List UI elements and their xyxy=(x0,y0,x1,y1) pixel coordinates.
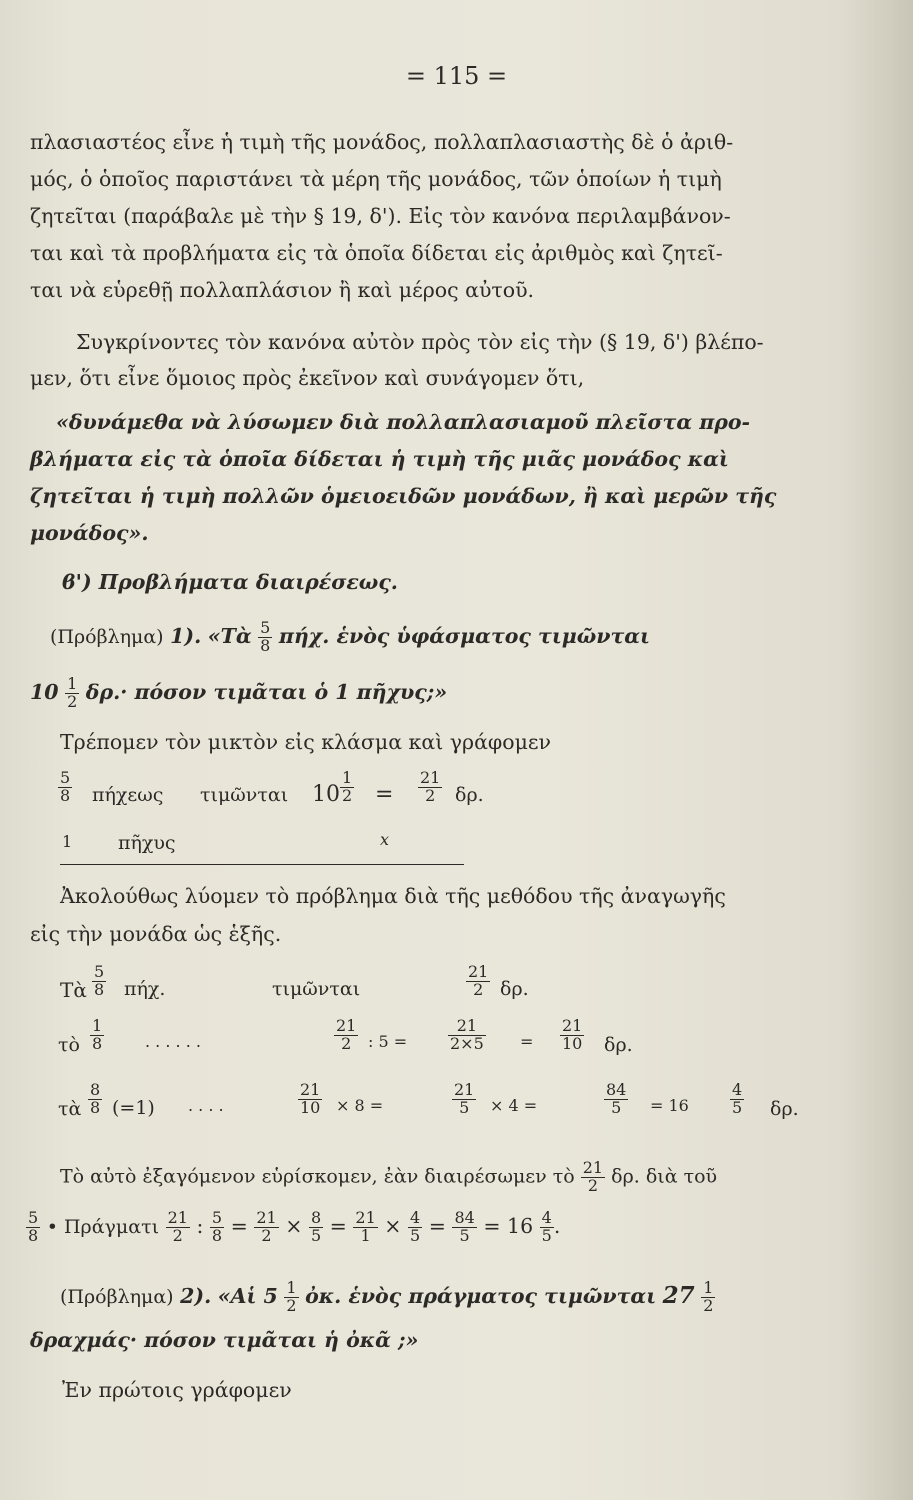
actual-word: • Πράγματι xyxy=(46,1215,160,1238)
fraction: $\frac{1}{8}$ xyxy=(92,1016,103,1053)
currency: δρ. xyxy=(500,978,529,1000)
multiply-expression: × 4 = xyxy=(490,1096,538,1115)
divide-expression: : 5 = xyxy=(368,1032,408,1051)
fraction: $\frac{21}{2}$ xyxy=(336,1016,357,1053)
paragraph-line: ζητεῖται (παράβαλε μὲ τὴν § 19, δ'). Εἰς τὸν κανόνα περιλαμβάνον- xyxy=(30,204,731,228)
problem-label: (Πρόβλημα) xyxy=(50,625,164,648)
fraction: $\frac{21}{1}$ xyxy=(355,1208,376,1245)
paragraph-line: Συγκρίνοντες τὸν κανόνα αὐτὸν πρὸς τὸν εἰς τὴν (§ 19, δ') βλέπο- xyxy=(76,330,764,354)
leader-dots: . . . . xyxy=(188,1096,224,1115)
unit-label: πήχεως xyxy=(92,784,164,806)
article: Τὰ xyxy=(60,978,87,1002)
fraction: $\frac{4}{5}$ xyxy=(732,1080,743,1117)
unit-label: πήχ. xyxy=(124,978,166,1000)
equals-sixteen: = 16 xyxy=(650,1096,689,1115)
unit-label: πῆχυς xyxy=(118,832,176,854)
problem-text: δρ.· πόσον τιμᾶται ὁ 1 πῆχυς;» xyxy=(85,679,448,704)
paragraph-line: ται νὰ εὑρεθῇ πολλαπλάσιον ἢ καὶ μέρος αὐτοῦ. xyxy=(30,278,535,302)
section-heading: ϐ') Προβλήματα διαιρέσεως. xyxy=(62,570,398,594)
problem-text: «Αἱ 5 xyxy=(217,1283,278,1308)
operator: = 16 xyxy=(483,1213,534,1238)
fraction: $\frac{21}{2}$ xyxy=(468,962,489,999)
rule-line: «δυνάμεθα νὰ λύσωμεν διὰ πολλαπλασιαμοῦ πλεῖστα προ- xyxy=(56,410,751,434)
price-whole: 27 xyxy=(662,1281,695,1309)
fraction: $\frac{5}{8}$ xyxy=(260,618,271,655)
paragraph-line: μεν, ὅτι εἶνε ὅμοιος πρὸς ἐκεῖνον καὶ συνάγομεν ὅτι, xyxy=(30,366,585,390)
problem-number: 2). xyxy=(180,1283,212,1308)
problem-text: «Τὰ xyxy=(207,623,252,648)
equals-sign: = xyxy=(520,1032,534,1051)
article: τὰ xyxy=(58,1098,82,1120)
final-line: Ἐν πρώτοις γράφομεν xyxy=(62,1378,292,1402)
problem-2-statement xyxy=(60,1280,715,1315)
fraction: $\frac{1}{2}$ xyxy=(703,1278,714,1315)
operator: = xyxy=(329,1213,347,1238)
fraction: $\frac{5}{8}$ xyxy=(60,768,71,805)
currency: δρ. xyxy=(770,1098,799,1120)
paragraph-line: ται καὶ τὰ προβλήματα εἰς τὰ ὁποῖα δίδεται εἰς ἀριθμὸς καὶ ζητεῖ- xyxy=(30,241,723,265)
multiply-expression: × 8 = xyxy=(336,1096,384,1115)
leader-dots: . . . . . . xyxy=(145,1032,201,1051)
fraction: $\frac{1}{2}$ xyxy=(342,768,353,805)
fraction: $\frac{21}{10}$ xyxy=(300,1080,321,1117)
fraction: $\frac{1}{2}$ xyxy=(67,674,78,711)
method-line: εἰς τὴν μονάδα ὡς ἑξῆς. xyxy=(30,922,282,946)
paragraph-line: πλασιαστέος εἶνε ἡ τιμὴ τῆς μονάδος, πολλαπλασιαστὴς δὲ ὁ ἀριθ- xyxy=(30,130,734,154)
fraction: $\frac{21}{2}$ xyxy=(582,1158,604,1195)
problem-2-line-2: δραχμάς· πόσον τιμᾶται ἡ ὀκᾶ ;» xyxy=(30,1328,419,1352)
actual-computation xyxy=(26,1210,560,1245)
rule-line: μονάδος». xyxy=(30,521,149,545)
paren-note: (=1) xyxy=(112,1097,155,1119)
verb-label: τιμῶνται xyxy=(200,784,289,806)
rule-line: βλήματα εἰς τὰ ὁποῖα δίδεται ἡ τιμὴ τῆς μιᾶς μονάδος καὶ xyxy=(30,447,729,471)
convert-line: Τρέπομεν τὸν μικτὸν εἰς κλάσμα καὶ γράφομεν xyxy=(60,730,552,754)
fraction: $\frac{21}{2}$ xyxy=(420,768,441,805)
operator: = xyxy=(428,1213,446,1238)
fraction: $\frac{5}{8}$ xyxy=(94,962,105,999)
fraction: $\frac{1}{2}$ xyxy=(286,1278,297,1315)
operator: = xyxy=(230,1213,248,1238)
problem-label: (Πρόβλημα) xyxy=(60,1285,174,1308)
article: τὸ xyxy=(58,1034,80,1056)
problem-1-statement-2 xyxy=(30,676,447,711)
divider-line xyxy=(60,864,464,865)
fraction: $\frac{21}{2\times 5}$ xyxy=(450,1016,484,1053)
equals-sign: = xyxy=(375,782,394,807)
operator: × xyxy=(285,1213,303,1238)
operator: : xyxy=(196,1213,204,1238)
fraction: $\frac{4}{5}$ xyxy=(410,1208,421,1245)
same-result-text: Τὸ αὐτὸ ἐξαγόμενον εὑρίσκομεν, ἐὰν διαιρέσωμεν τὸ xyxy=(60,1165,575,1188)
mixed-whole: 10 xyxy=(312,782,340,807)
fraction: $\frac{8}{5}$ xyxy=(310,1208,322,1245)
fraction: $\frac{84}{5}$ xyxy=(606,1080,627,1117)
problem-text: ὀκ. ἑνὸς πράγματος τιμῶνται xyxy=(305,1283,657,1308)
price-whole: 10 xyxy=(30,679,59,704)
fraction: $\frac{21}{2}$ xyxy=(256,1208,277,1245)
same-result-tail: δρ. διὰ τοῦ xyxy=(611,1165,718,1188)
currency: δρ. xyxy=(604,1034,633,1056)
operator: × xyxy=(384,1213,402,1238)
problem-text: πήχ. ἑνὸς ὑφάσματος τιμῶνται xyxy=(278,623,650,648)
paragraph-line: μός, ὁ ὁποῖος παριστάνει τὰ μέρη τῆς μονάδος, τῶν ὁποίων ἡ τιμὴ xyxy=(30,167,722,191)
fraction: $\frac{21}{5}$ xyxy=(454,1080,475,1117)
fraction: $\frac{5}{8}$ xyxy=(211,1208,223,1245)
fraction: $\frac{84}{5}$ xyxy=(454,1208,475,1245)
rule-line: ζητεῖται ἡ τιμὴ πολλῶν ὁμειοειδῶν μονάδων, ἢ καὶ μερῶν τῆς xyxy=(30,484,777,508)
problem-1-statement xyxy=(50,620,650,655)
fraction: $\frac{5}{8}$ xyxy=(28,1208,39,1245)
fraction: $\frac{8}{8}$ xyxy=(90,1080,101,1117)
problem-number: 1). xyxy=(170,623,202,648)
currency: δρ. xyxy=(455,784,484,806)
quantity: 1 xyxy=(62,832,73,851)
unknown-x: x xyxy=(380,830,390,849)
same-result-line xyxy=(60,1160,717,1195)
fraction: $\frac{4}{5}$ xyxy=(541,1208,552,1245)
verb-label: τιμῶνται xyxy=(272,978,361,1000)
page-number: = 115 = xyxy=(405,62,508,90)
fraction: $\frac{21}{10}$ xyxy=(562,1016,583,1053)
fraction: $\frac{21}{2}$ xyxy=(167,1208,188,1245)
period: . xyxy=(553,1213,561,1238)
method-line: Ἀκολούθως λύομεν τὸ πρόβλημα διὰ τῆς μεθόδου τῆς ἀναγωγῆς xyxy=(60,884,726,908)
